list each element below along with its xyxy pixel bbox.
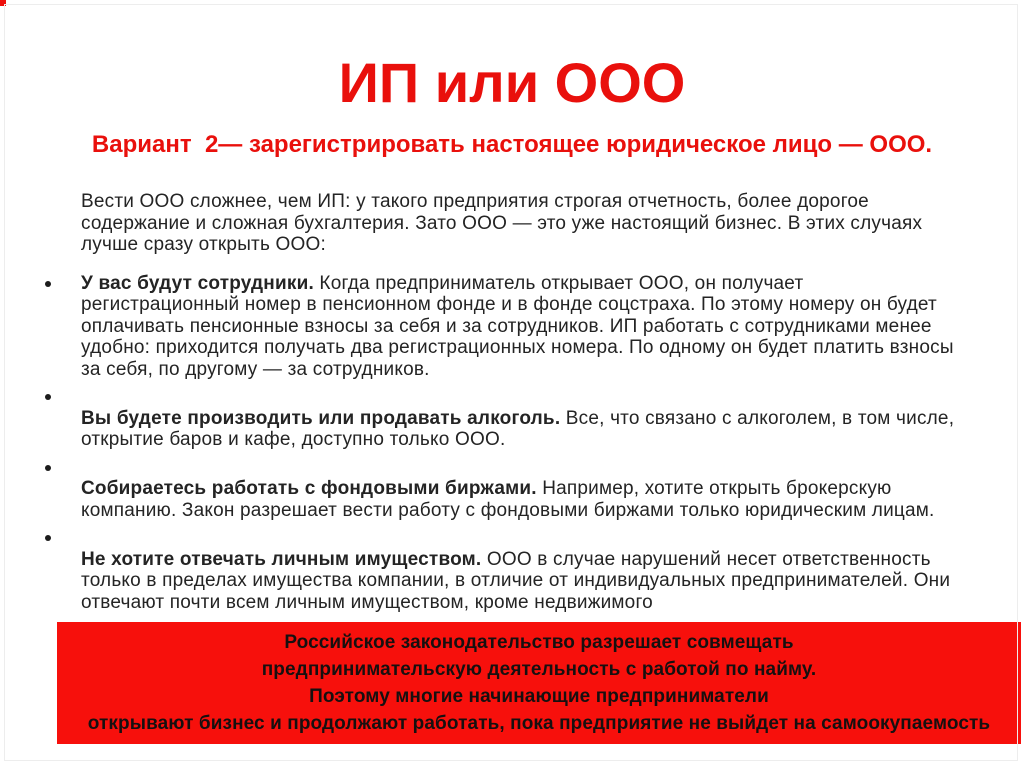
bullet-content [81, 457, 966, 522]
corner-marker [0, 0, 6, 6]
banner-line: открывают бизнес и продолжают работать, пока предприятие не выйдет на самоокупаемость [87, 713, 991, 735]
bullet-lead: Собираетесь работать с фондовыми биржами. [81, 478, 537, 500]
slide-title: ИП или ООО [338, 51, 686, 114]
bullet-dot-icon [45, 535, 51, 541]
bullet-item-stock-exchange [44, 457, 966, 522]
bullet-item-liability [44, 527, 966, 613]
bullet-text: Все, что связано с алкоголем, в том числе, открытие баров и кафе, доступно только ООО. [81, 407, 955, 451]
bullet-content [81, 527, 966, 613]
bullet-content [81, 386, 966, 451]
bullet-lead: Вы будете производить или продавать алкоголь. [81, 407, 561, 429]
bullet-text: ООО в случае нарушений несет ответственность только в пределах имущества компании, в отличие от индивидуальных предпринимателей. Они отвечают почти всем личным имуществом, кроме недвижимого [81, 548, 951, 613]
bullet-content [81, 273, 954, 380]
bullet-text: Когда предприниматель открывает ООО, он получает регистрационный номер в пенсионном фонде и в фонде соцстраха. По этому номеру он будет оплачивать пенсионные взносы за себя и за сотрудников. ИП работать с сотрудниками менее удобно: приходится получать два регистрационных номера. По одному он будет платить взносы за себя, по другому — за сотрудников. [81, 272, 954, 380]
banner-line: Российское законодательство разрешает совмещать [284, 632, 794, 654]
bullet-item-alcohol [44, 386, 966, 451]
bullet-lead: Не хотите отвечать личным имуществом. [81, 548, 482, 570]
slide-subtitle: Вариант 2— зарегистрировать настоящее юридическое лицо — ООО. [91, 130, 933, 158]
bullet-lead: У вас будут сотрудники. [81, 272, 314, 294]
intro-paragraph: Вести ООО сложнее, чем ИП: у такого предприятия строгая отчетность, более дорогое содержание и сложная бухгалтерия. Зато ООО — это уже настоящий бизнес. В этих случаях лучше сразу открыть ООО: [81, 191, 923, 256]
bullet-dot-icon [45, 394, 51, 400]
banner-line: предпринимательскую деятельность с работой по найму. [261, 659, 817, 681]
banner-line: Поэтому многие начинающие предприниматели [309, 686, 769, 708]
bullet-item-employees [44, 273, 966, 381]
bullet-dot-icon [45, 281, 51, 287]
bullet-text: Например, хотите открыть брокерскую компанию. Закон разрешает вести работу с фондовыми биржами только юридическим лицам. [81, 478, 935, 521]
bullet-list [44, 273, 966, 614]
bottom-banner [57, 622, 1021, 744]
bullet-dot-icon [45, 465, 51, 471]
